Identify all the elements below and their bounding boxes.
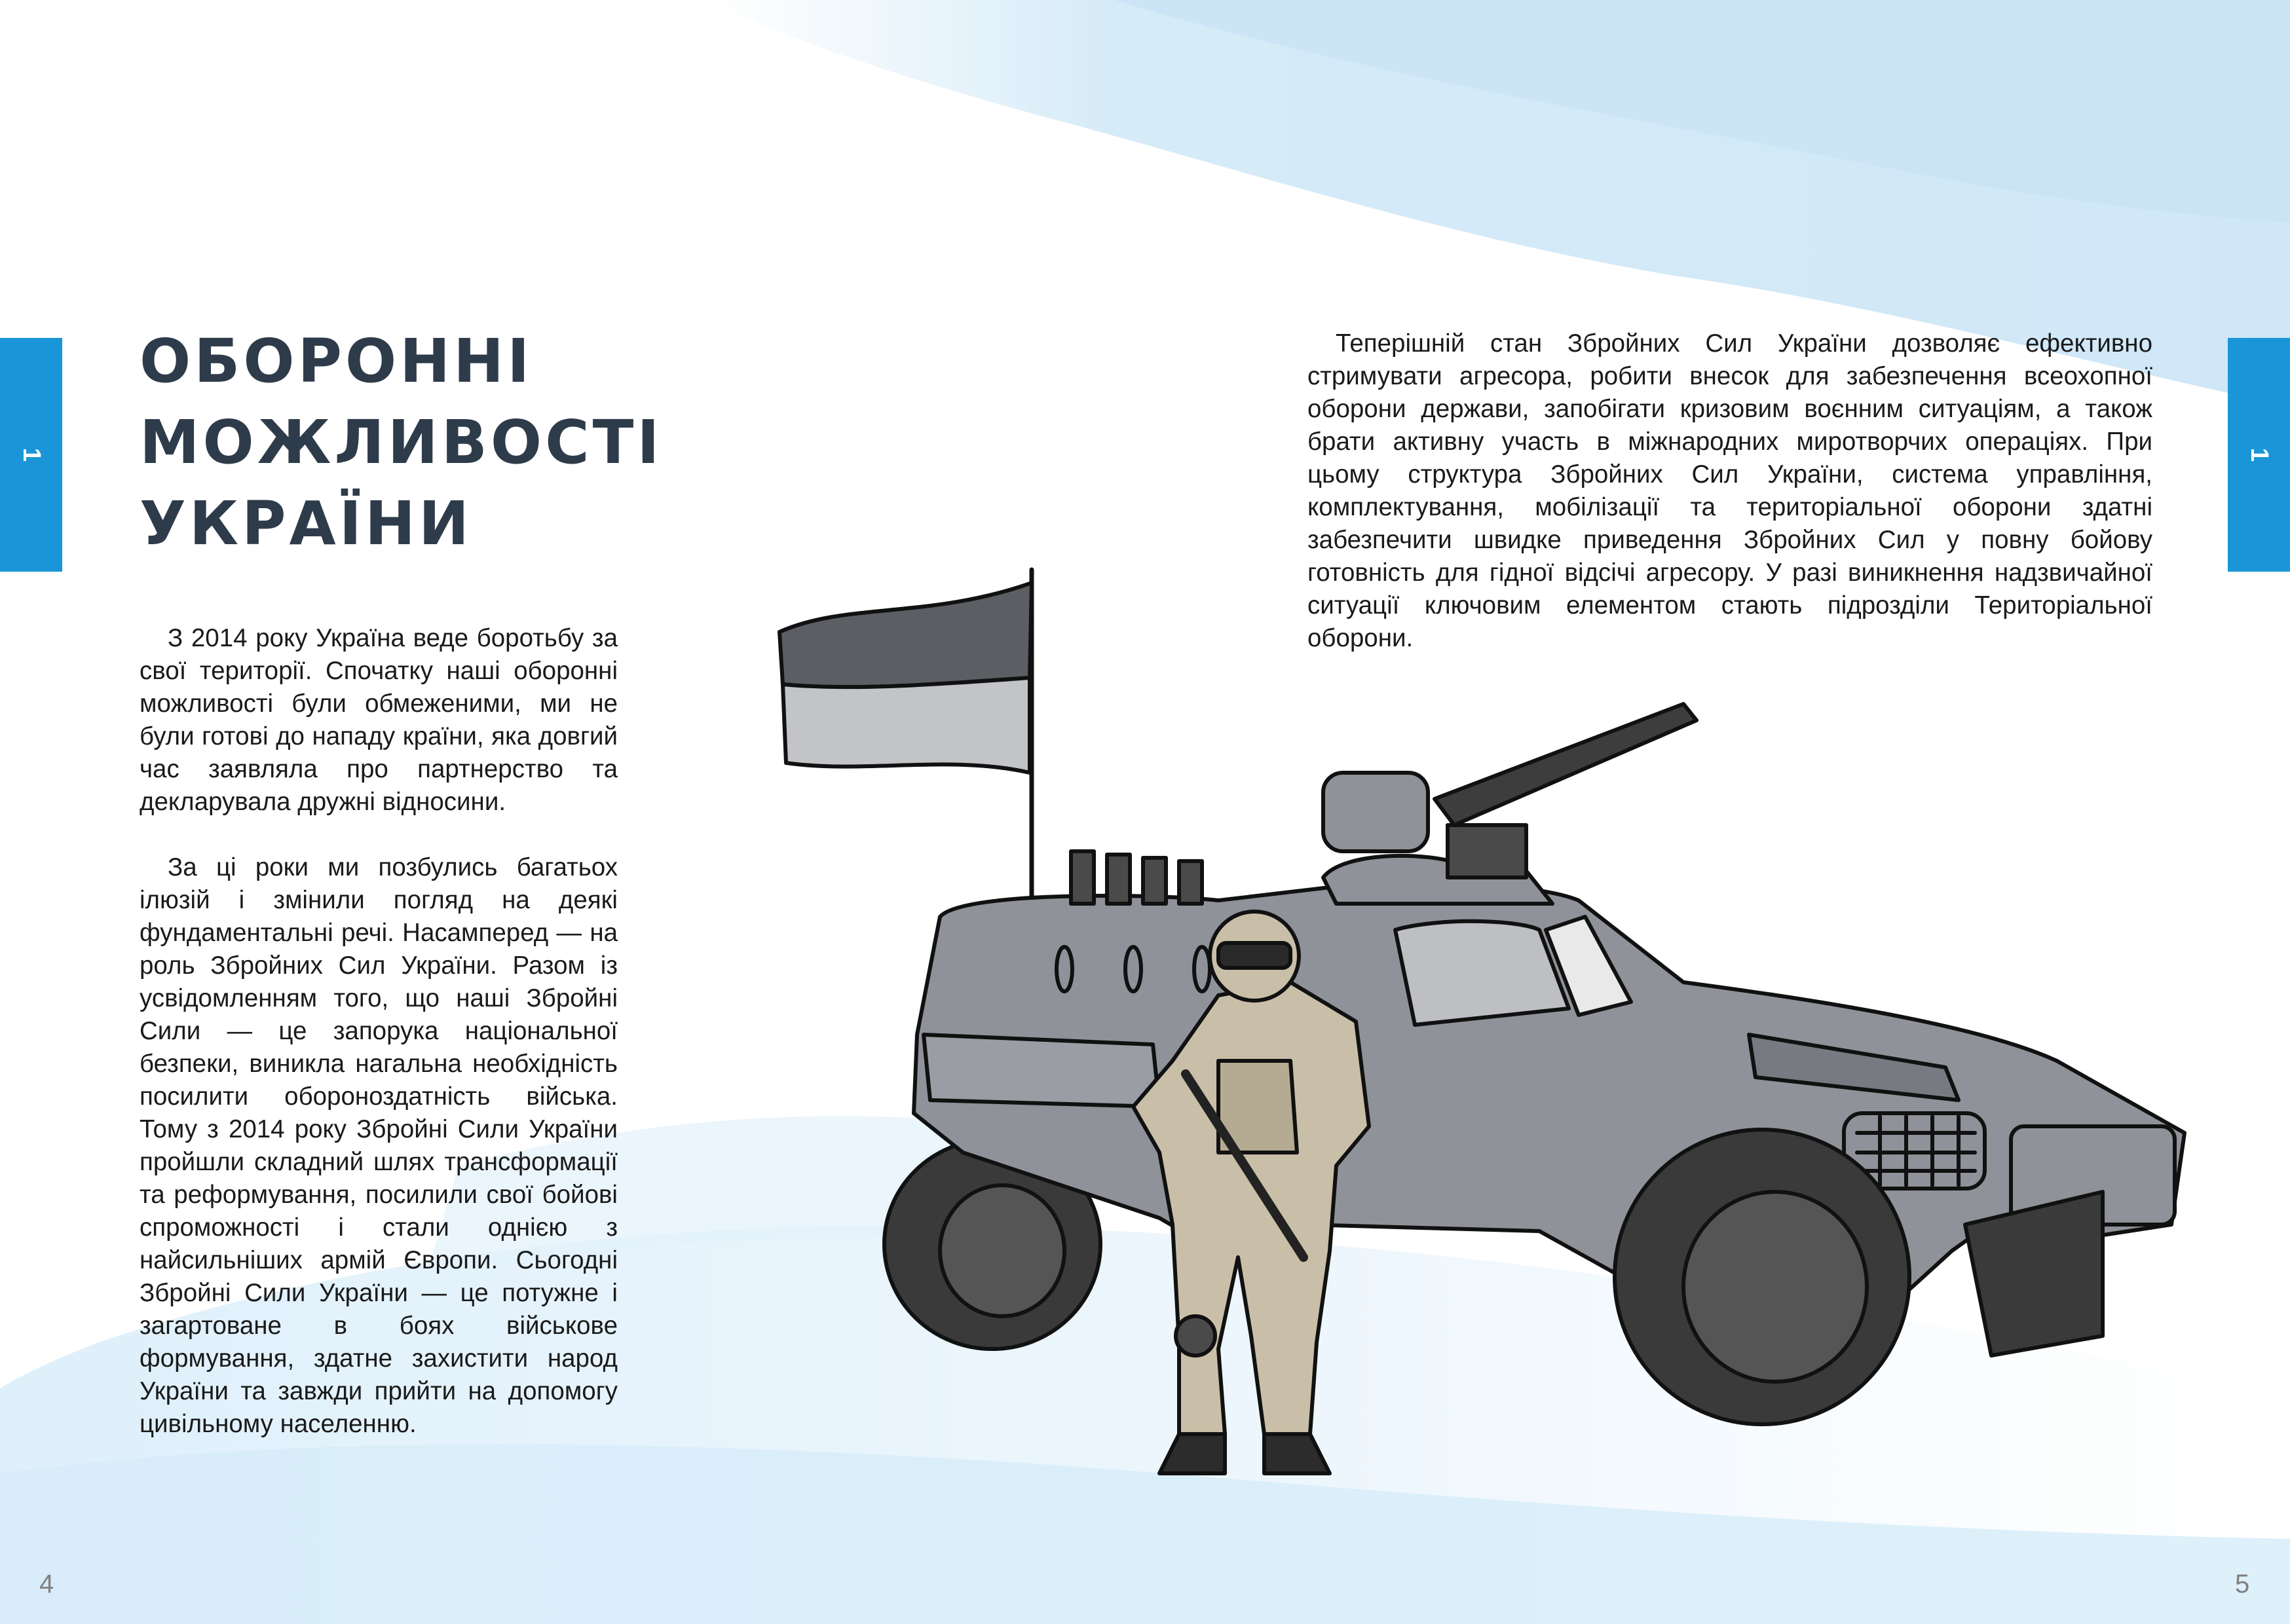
paragraph: За ці роки ми позбулись багатьох ілюзій і змінили погляд на деякі фундаментальні речі. Насамперед — на роль Збройних Сил України. Разом із усвідомленням того, що наші Збройні Сили — це запорука національної безпеки, виникла нагальна необхідність посилити обороноздатність війська. Тому з 2014 року Збройні Сили України пройшли складний шлях трансформації та реформування, посилили свої бойові спроможності і стали однією з найсильніших армій Європи. Сьогодні Збройні Сили України — це потужне і загартоване в боях військове формування, здатне захистити народ України та завжди прийти на допомогу цивільному населенню. (140, 853, 618, 1438)
left-column-text (140, 622, 618, 1441)
page-number-right: 5 (2235, 1570, 2250, 1598)
page-number-left: 4 (39, 1570, 54, 1598)
right-column-text (1307, 327, 2152, 655)
flag-icon (779, 570, 1032, 904)
paragraph: З 2014 року Україна веде боротьбу за свої території. Спочатку наші оборонні можливості були обмеженими, ми не були готові до нападу країни, яка довгий час заявляла про партнерство та декларувала дружні відносини. (140, 624, 618, 816)
paragraph: Теперішній стан Збройних Сил України дозволяє ефективно стримувати агресора, робити внесок для забезпечення всеохопної оборони держави, запобігати кризовим воєнним ситуаціям, а також брати активну участь в міжнародних миротворчих операціях. При цьому структура Збройних Сил України, система управління, комплектування, мобілізації та територіальної оборони здатні забезпечити швидке приведення Збройних Сил у повну бойову готовність для гідної відсічі агресору. У разі виникнення надзвичайної ситуації ключовим елементом стають підрозділи Територіальної оборони. (1307, 329, 2152, 652)
chapter-tab-label: 1 (2245, 447, 2273, 462)
turret-icon (1323, 704, 1697, 904)
chapter-tab-left (0, 338, 62, 572)
title-line: МОЖЛИВОСТІ (140, 407, 663, 477)
armored-vehicle-illustration (766, 563, 2234, 1506)
chapter-tab-right (2228, 338, 2290, 572)
front-wheel-icon (1615, 1130, 1909, 1424)
title-line: УКРАЇНИ (140, 489, 472, 559)
chapter-tab-label: 1 (17, 447, 45, 462)
page-title (140, 321, 729, 564)
title-line: ОБОРОННІ (140, 326, 533, 396)
